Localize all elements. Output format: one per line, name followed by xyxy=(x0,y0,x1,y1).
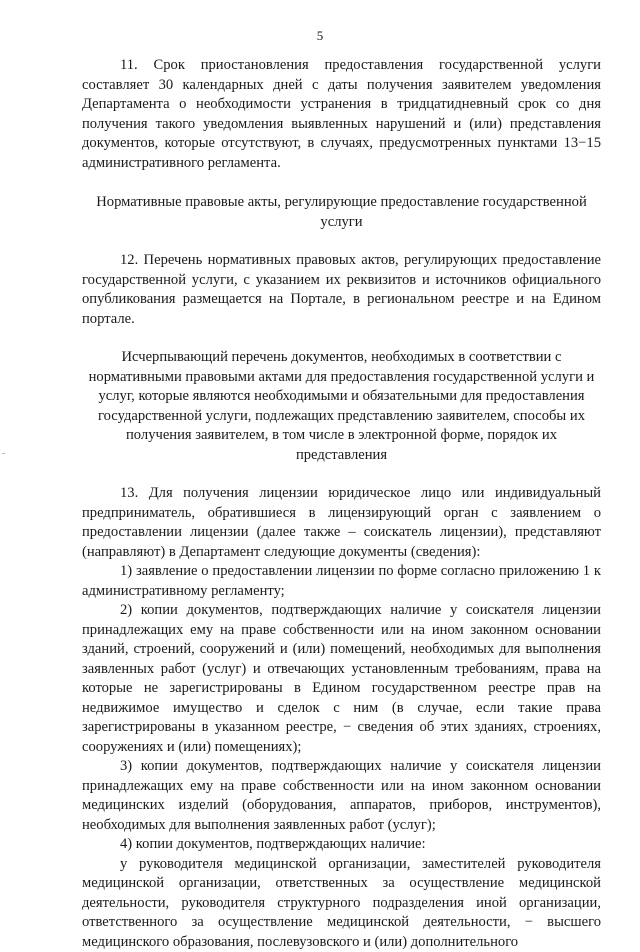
paragraph-12: 12. Перечень нормативных правовых актов, регулирующих предоставление государственной услуги, с указанием их реквизитов и источников официального опубликования размещается на Портале, в региональном реестре и на Едином портале. xyxy=(82,251,601,329)
paragraph-13: 13. Для получения лицензии юридическое лицо или индивидуальный предприниматель, обратившиеся в лицензирующий орган с заявлением о предоставлении лицензии (далее также – соискатель лицензии), представляют (направляют) в Департамент следующие документы (сведения): xyxy=(82,484,601,562)
section-heading-documents-list: Исчерпывающий перечень документов, необходимых в соответствии с нормативными правовыми актами для предоставления государственной услуги и услуг, которые являются необходимыми и обязательными для предоставления государственной услуги, подлежащих представлению заявителем, способы их получения заявителем, в том числе в электронной форме, порядок их представления xyxy=(82,348,601,465)
section-heading-normative-acts: Нормативные правовые акты, регулирующие предоставление государственной услуги xyxy=(82,193,601,232)
list-item-2: 2) копии документов, подтверждающих наличие у соискателя лицензии принадлежащих ему на праве собственности или на ином законном основании зданий, строений, сооружений и (или) помещений, необходимых для выполнения заявленных работ (услуг) и отвечающих установленным требованиям, права на которые не зарегистрированы в Едином государственном реестре прав на недвижимое имущество и сделок с ним (в случае, если такие права зарегистрированы в указанном реестре, − сведения об этих зданиях, строениях, сооружениях и (или) помещениях); xyxy=(82,601,601,757)
list-item-4: 4) копии документов, подтверждающих наличие: xyxy=(82,835,601,855)
list-item-4-subitem: у руководителя медицинской организации, заместителей руководителя медицинской организации, ответственных за осуществление медицинской деятельности, руководителя структурного подразделения иной организации, ответственного за осуществление медицинской деятельности, − высшего медицинского образования, послевузовского и (или) дополнительного xyxy=(82,855,601,952)
document-body xyxy=(82,56,601,952)
scan-margin-mark xyxy=(2,453,5,454)
page-number: 5 xyxy=(0,28,640,44)
list-item-1: 1) заявление о предоставлении лицензии по форме согласно приложению 1 к административному регламенту; xyxy=(82,562,601,601)
list-item-3: 3) копии документов, подтверждающих наличие у соискателя лицензии принадлежащих ему на праве собственности или на ином законном основании медицинских изделий (оборудования, аппаратов, приборов, инструментов), необходимых для выполнения заявленных работ (услуг); xyxy=(82,757,601,835)
paragraph-11: 11. Срок приостановления предоставления государственной услуги составляет 30 календарных дней с даты получения заявителем уведомления Департамента о необходимости устранения в тридцатидневный срок со дня получения такого уведомления выявленных нарушений и (или) представления документов, которые отсутствуют, в случаях, предусмотренных пунктами 13−15 административного регламента. xyxy=(82,56,601,173)
